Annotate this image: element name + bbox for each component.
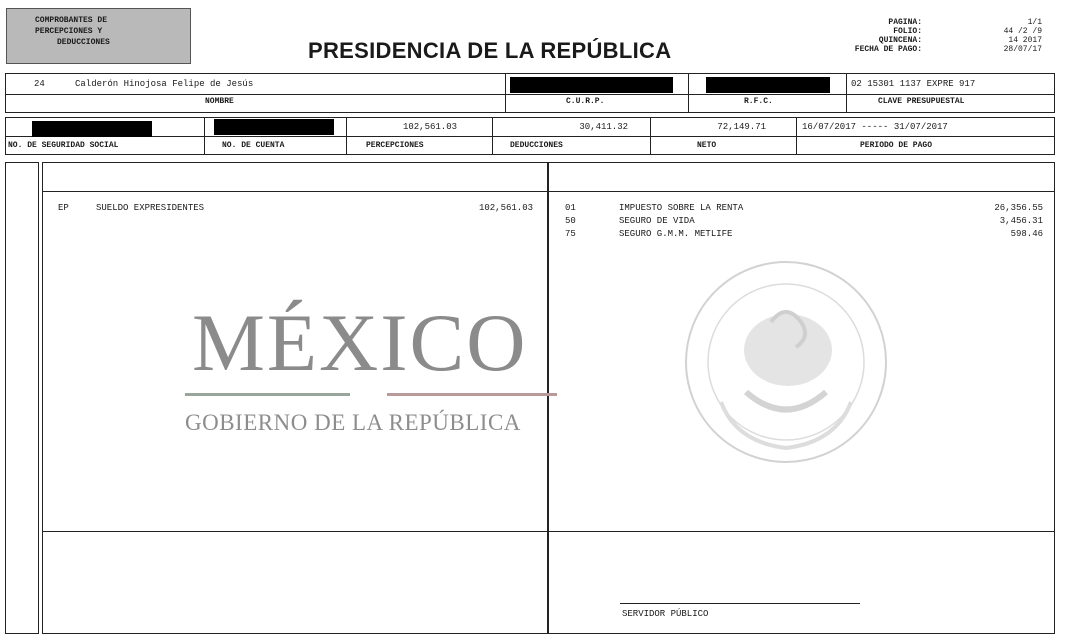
clave-presupuestal-label: CLAVE PRESUPUESTAL [878, 97, 965, 106]
clave-presupuestal-value: 02 15301 1137 EXPRE 917 [851, 79, 976, 89]
rfc-label: R.F.C. [744, 97, 773, 106]
periodo-pago-label: PERIODO DE PAGO [860, 141, 933, 150]
percepciones-list [58, 202, 533, 215]
list-item [565, 215, 1043, 228]
curp-redaction [510, 77, 673, 93]
neto-label: NETO [697, 141, 717, 150]
periodo-pago-value: 16/07/2017 ----- 31/07/2017 [802, 122, 948, 132]
nombre-label: NOMBRE [205, 97, 234, 106]
watermark-line-right [387, 393, 557, 396]
deduccion-amount: 598.46 [1010, 229, 1043, 239]
cuenta-label: NO. DE CUENTA [222, 141, 285, 150]
rfc-redaction [706, 77, 830, 93]
column-divider [547, 162, 549, 634]
employee-name: Calderón Hinojosa Felipe de Jesús [75, 79, 254, 89]
neto-value: 72,149.71 [717, 122, 766, 132]
percepciones-label: PERCEPCIONES [366, 141, 424, 150]
gobierno-watermark: GOBIERNO DE LA REPÚBLICA [185, 410, 521, 435]
percepcion-concept: SUELDO EXPRESIDENTES [96, 203, 205, 213]
detail-left-margin [5, 162, 39, 634]
cuenta-redaction [214, 119, 334, 135]
nss-redaction [32, 121, 152, 137]
quincena-label: QUINCENA: [878, 36, 922, 45]
percepcion-code: EP [58, 203, 69, 213]
folio-label: FOLIO: [893, 27, 922, 36]
total-deducciones-value: 30,411.32 [579, 122, 628, 132]
curp-label: C.U.R.P. [566, 97, 605, 106]
list-item [565, 202, 1043, 215]
pagina-value: 1/1 [1027, 18, 1042, 27]
deduccion-code: 75 [565, 229, 576, 239]
mexico-watermark: MÉXICO [192, 297, 528, 388]
deduccion-amount: 26,356.55 [994, 203, 1043, 213]
deduccion-concept: SEGURO DE VIDA [619, 216, 695, 226]
badge-line-1: COMPROBANTES DE [35, 16, 108, 25]
pagina-label: PAGINA: [888, 18, 922, 27]
deduccion-concept: IMPUESTO SOBRE LA RENTA [619, 203, 744, 213]
employee-number: 24 [34, 79, 45, 89]
deducciones-list [565, 202, 1043, 241]
deduccion-concept: SEGURO G.M.M. METLIFE [619, 229, 733, 239]
deduccion-amount: 3,456.31 [999, 216, 1043, 226]
folio-value: 44 /2 /9 [1003, 27, 1042, 36]
nss-label: NO. DE SEGURIDAD SOCIAL [8, 141, 119, 150]
list-item [58, 202, 533, 215]
document-type-badge [6, 8, 191, 64]
quincena-value: 14 2017 [1008, 36, 1042, 45]
signature-line [620, 603, 860, 604]
list-item [565, 228, 1043, 241]
total-percepciones-value: 102,561.03 [402, 122, 457, 132]
fecha-pago-value: 28/07/17 [1003, 45, 1042, 54]
meta-labels [800, 18, 922, 54]
badge-line-2: PERCEPCIONES Y [35, 27, 103, 36]
deduccion-code: 01 [565, 203, 576, 213]
fecha-pago-label: FECHA DE PAGO: [854, 45, 922, 54]
meta-values [930, 18, 1042, 54]
deducciones-label: DEDUCCIONES [510, 141, 563, 150]
deduccion-code: 50 [565, 216, 576, 226]
watermark-line-left [185, 393, 350, 396]
percepcion-amount: 102,561.03 [478, 203, 533, 213]
servidor-publico-label: SERVIDOR PÚBLICO [622, 609, 709, 619]
national-seal-icon [676, 252, 896, 472]
badge-line-3: DEDUCCIONES [57, 38, 110, 47]
page-title: PRESIDENCIA DE LA REPÚBLICA [308, 38, 672, 63]
